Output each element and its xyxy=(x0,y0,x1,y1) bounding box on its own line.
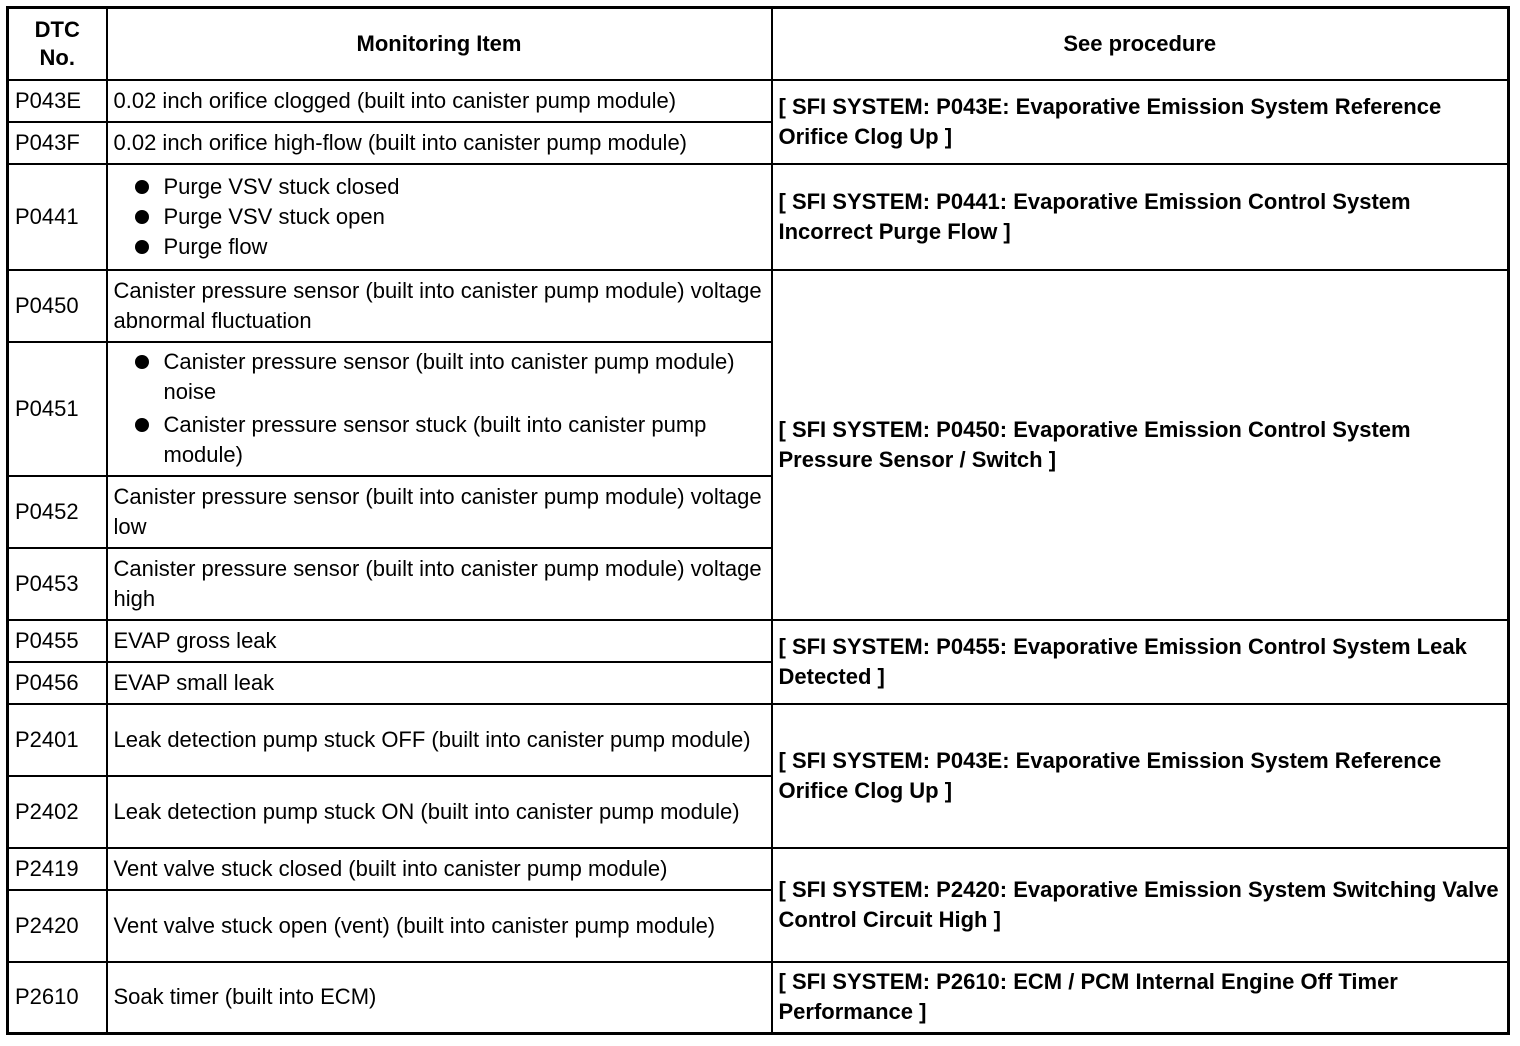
header-monitoring-item: Monitoring Item xyxy=(107,8,772,80)
dtc-code: P0452 xyxy=(8,476,107,548)
list-item: Canister pressure sensor (built into canister pump module) noise xyxy=(114,347,765,407)
dtc-code: P0451 xyxy=(8,342,107,476)
monitoring-item: Leak detection pump stuck ON (built into canister pump module) xyxy=(107,776,772,848)
procedure-link[interactable]: [ SFI SYSTEM: P0455: Evaporative Emission Control System Leak Detected ] xyxy=(772,620,1509,704)
monitoring-item: Canister pressure sensor (built into canister pump module) voltage high xyxy=(107,548,772,620)
monitoring-item: EVAP small leak xyxy=(107,662,772,704)
table-row xyxy=(8,704,1509,776)
dtc-code: P0450 xyxy=(8,270,107,342)
table-row xyxy=(8,164,1509,270)
dtc-code: P043F xyxy=(8,122,107,164)
bullet-icon xyxy=(135,355,149,369)
dtc-code: P2610 xyxy=(8,962,107,1034)
monitoring-item: 0.02 inch orifice clogged (built into canister pump module) xyxy=(107,80,772,122)
table-row xyxy=(8,962,1509,1034)
procedure-link[interactable]: [ SFI SYSTEM: P2420: Evaporative Emission System Switching Valve Control Circuit High ] xyxy=(772,848,1509,962)
monitoring-item: Leak detection pump stuck OFF (built into canister pump module) xyxy=(107,704,772,776)
monitoring-item: Soak timer (built into ECM) xyxy=(107,962,772,1034)
bullet-list xyxy=(114,172,765,262)
procedure-link[interactable]: [ SFI SYSTEM: P0450: Evaporative Emission Control System Pressure Sensor / Switch ] xyxy=(772,270,1509,620)
list-item: Canister pressure sensor stuck (built into canister pump module) xyxy=(114,410,765,470)
procedure-link[interactable]: [ SFI SYSTEM: P043E: Evaporative Emission System Reference Orifice Clog Up ] xyxy=(772,80,1509,164)
dtc-code: P043E xyxy=(8,80,107,122)
bullet-list xyxy=(114,347,765,470)
table-header-row xyxy=(8,8,1509,80)
monitoring-item: Vent valve stuck open (vent) (built into canister pump module) xyxy=(107,890,772,962)
procedure-link[interactable]: [ SFI SYSTEM: P2610: ECM / PCM Internal Engine Off Timer Performance ] xyxy=(772,962,1509,1034)
procedure-link[interactable]: [ SFI SYSTEM: P0441: Evaporative Emission Control System Incorrect Purge Flow ] xyxy=(772,164,1509,270)
list-item: Purge flow xyxy=(114,232,765,262)
list-item: Purge VSV stuck closed xyxy=(114,172,765,202)
bullet-icon xyxy=(135,418,149,432)
dtc-code: P2402 xyxy=(8,776,107,848)
monitoring-item: Canister pressure sensor (built into canister pump module) voltage abnormal fluctuation xyxy=(107,270,772,342)
dtc-table xyxy=(6,6,1510,1035)
table-row xyxy=(8,80,1509,122)
table-row xyxy=(8,620,1509,662)
dtc-code: P0456 xyxy=(8,662,107,704)
dtc-code: P0441 xyxy=(8,164,107,270)
dtc-code: P0455 xyxy=(8,620,107,662)
monitoring-item: EVAP gross leak xyxy=(107,620,772,662)
monitoring-item: Vent valve stuck closed (built into canister pump module) xyxy=(107,848,772,890)
bullet-icon xyxy=(135,240,149,254)
monitoring-item: 0.02 inch orifice high-flow (built into canister pump module) xyxy=(107,122,772,164)
table-row xyxy=(8,270,1509,342)
dtc-code: P2401 xyxy=(8,704,107,776)
header-dtc-no: DTC No. xyxy=(8,8,107,80)
list-item: Purge VSV stuck open xyxy=(114,202,765,232)
bullet-icon xyxy=(135,210,149,224)
dtc-code: P0453 xyxy=(8,548,107,620)
header-see-procedure: See procedure xyxy=(772,8,1509,80)
dtc-code: P2419 xyxy=(8,848,107,890)
table-row xyxy=(8,848,1509,890)
monitoring-item xyxy=(107,342,772,476)
bullet-icon xyxy=(135,180,149,194)
monitoring-item xyxy=(107,164,772,270)
dtc-code: P2420 xyxy=(8,890,107,962)
procedure-link[interactable]: [ SFI SYSTEM: P043E: Evaporative Emission System Reference Orifice Clog Up ] xyxy=(772,704,1509,848)
monitoring-item: Canister pressure sensor (built into canister pump module) voltage low xyxy=(107,476,772,548)
